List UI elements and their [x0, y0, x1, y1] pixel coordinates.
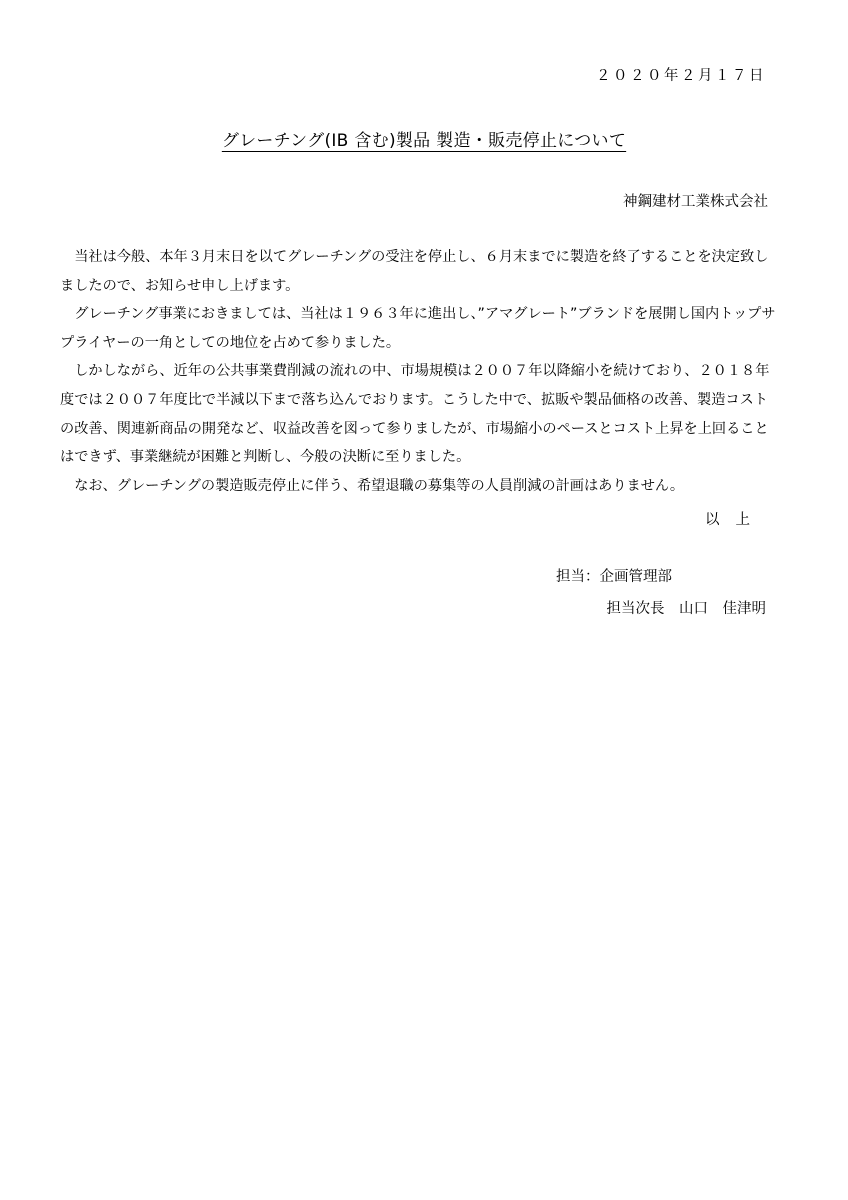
document-body	[60, 243, 780, 500]
body-paragraph: しかしながら、近年の公共事業費削減の流れの中、市場規模は２００７年以降縮小を続けており、２０１８年度では２００７年度比で半減以下まで落ち込んでおります。こうした中で、拡販や製品価格の改善、製造コストの改善、関連新商品の開発など、収益改善を図って参りましたが、市場縮小のペースとコスト上昇を上回ることはできず、事業継続が困難と判断し、今般の決断に至りました。	[60, 363, 770, 466]
document-date: ２０２０年２月１７日	[596, 68, 766, 84]
company-name: 神鋼建材工業株式会社	[623, 194, 768, 210]
contact-department: 担当：企画管理部	[556, 569, 672, 585]
body-paragraph: なお、グレーチングの製造販売停止に伴う、希望退職の募集等の人員削減の計画はありません。	[74, 477, 685, 494]
body-paragraph: 当社は今般、本年３月末日を以てグレーチングの受注を停止し、６月末までに製造を終了することを決定致しましたので、お知らせ申し上げます。	[60, 249, 769, 294]
closing-mark: 以上	[705, 512, 766, 528]
document-title	[0, 126, 848, 151]
document-title-text: グレーチング(IB 含む)製品 製造・販売停止について	[221, 131, 627, 151]
body-paragraph: グレーチング事業におきましては、当社は１９６３年に進出し、”アマグレート”ブランドを展開し国内トップサプライヤーの一角としての地位を占めて参りました。	[60, 306, 776, 351]
contact-person: 担当次長 山口 佳津明	[606, 601, 766, 617]
